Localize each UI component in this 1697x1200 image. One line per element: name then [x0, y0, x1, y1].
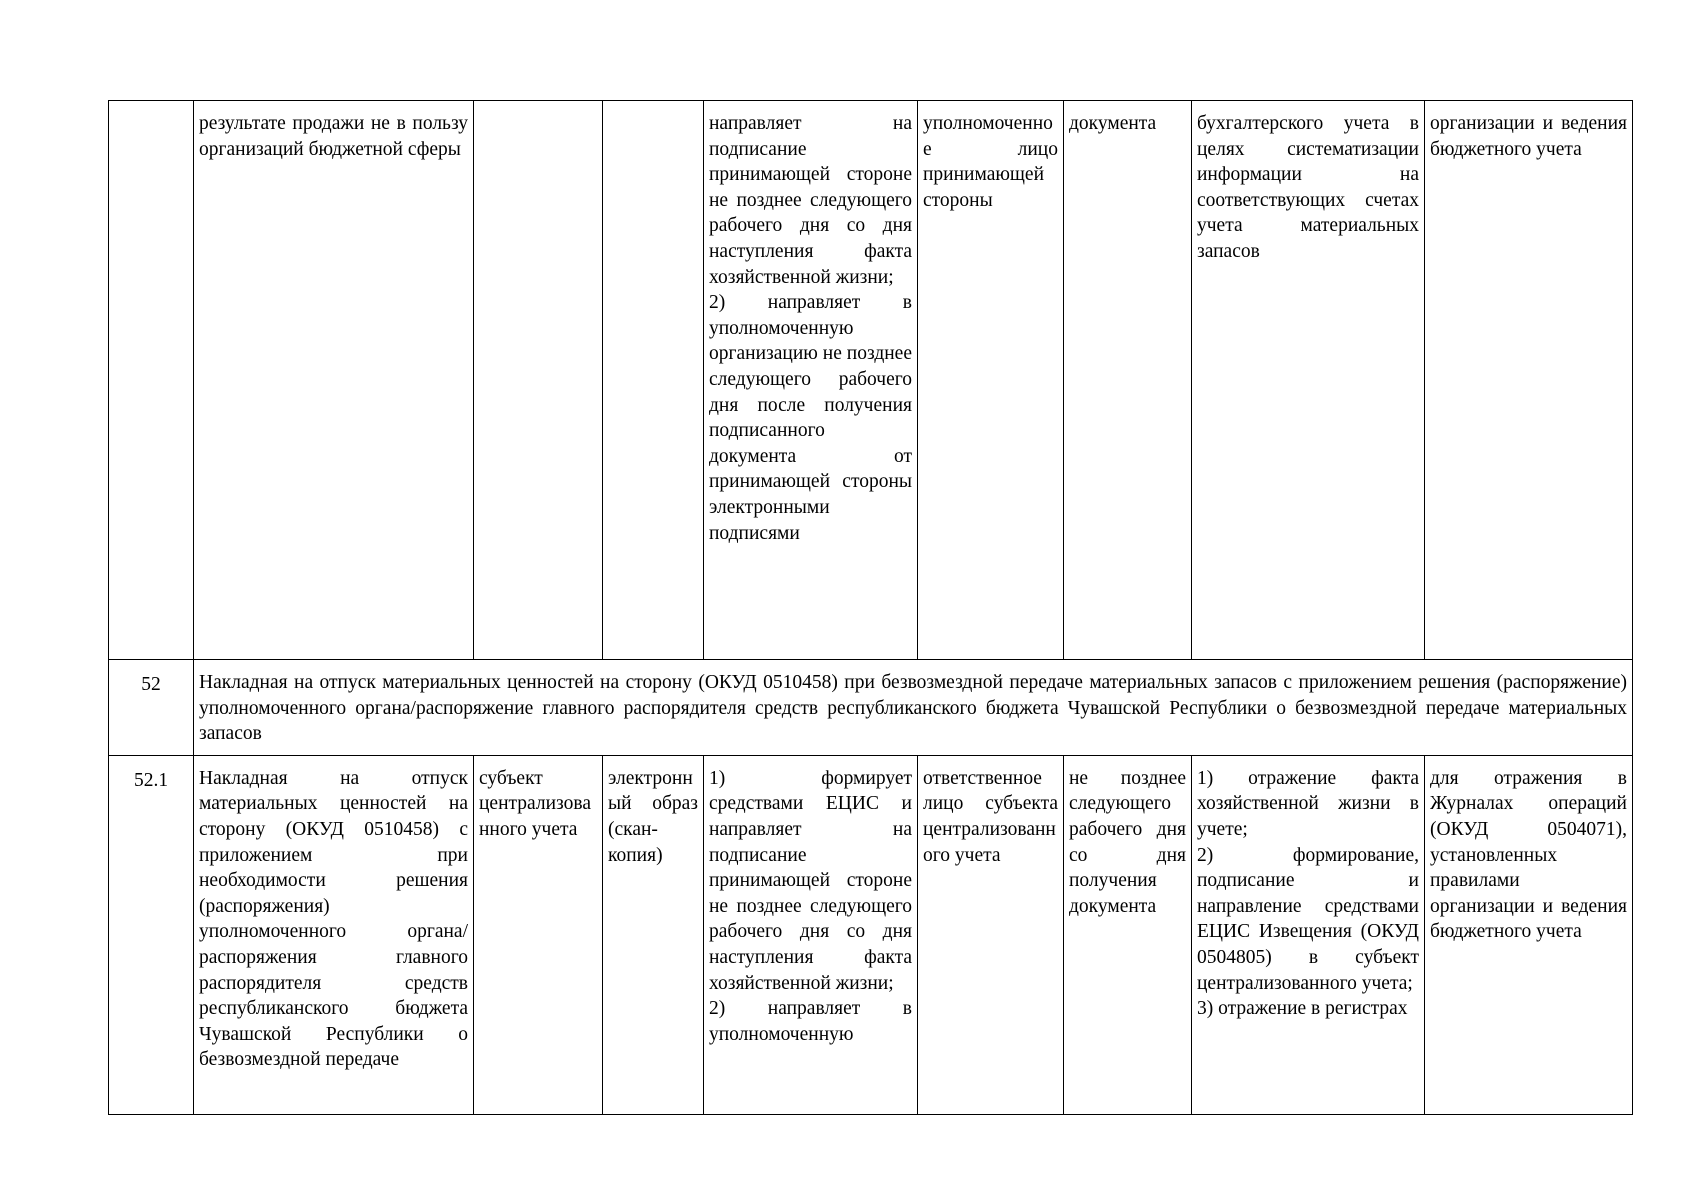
deadline-cell: не позднее следующего рабочего дня со дня получения документа	[1064, 755, 1192, 1114]
form-cell	[603, 101, 704, 660]
table-row-52-1	[109, 755, 1633, 1114]
responsible-cell: ответственное лицо субъекта централизованного учета	[918, 755, 1064, 1114]
purpose-cell: для отражения в Журналах операций (ОКУД 0504071), установленных правилами организации и ведения бюджетного учета	[1425, 755, 1633, 1114]
procedure-cell: 1) формирует средствами ЕЦИС и направляет на подписание принимающей стороне не позднее следующего рабочего дня со дня наступления факта хозяйственной жизни; 2) направляет в уполномоченную	[704, 755, 918, 1114]
document-name-cell: результате продажи не в пользу организаций бюджетной сферы	[194, 101, 474, 660]
purpose-cell: организации и ведения бюджетного учета	[1425, 101, 1633, 660]
creator-cell: субъект централизованного учета	[474, 755, 603, 1114]
processing-cell: бухгалтерского учета в целях систематизации информации на соответствующих счетах учета материальных запасов	[1192, 101, 1425, 660]
responsible-cell: уполномоченное лицо принимающей стороны	[918, 101, 1064, 660]
row-number: 52.1	[109, 755, 194, 1114]
processing-cell: 1) отражение факта хозяйственной жизни в учете; 2) формирование, подписание и направление средствами ЕЦИС Извещения (ОКУД 0504805) в субъект централизованного учета; 3) отражение в регистрах	[1192, 755, 1425, 1114]
deadline-cell: документа	[1064, 101, 1192, 660]
table-row-continued	[109, 101, 1633, 660]
creator-cell	[474, 101, 603, 660]
section-title: Накладная на отпуск материальных ценностей на сторону (ОКУД 0510458) при безвозмездной передаче материальных запасов с приложением решения (распоряжение) уполномоченного органа/распоряжение главного распорядителя средств республиканского бюджета Чувашской Республики о безвозмездной передаче материальных запасов	[194, 660, 1633, 756]
procedure-cell: направляет на подписание принимающей стороне не позднее следующего рабочего дня со дня наступления факта хозяйственной жизни; 2) направляет в уполномоченную организацию не позднее следующего рабочего дня после получения подписанного документа от принимающей стороны электронными подписями	[704, 101, 918, 660]
form-cell: электронный образ (скан-копия)	[603, 755, 704, 1114]
section-number: 52	[109, 660, 194, 756]
section-row-52	[109, 660, 1633, 756]
document-table	[108, 100, 1633, 1115]
row-number	[109, 101, 194, 660]
document-name-cell: Накладная на отпуск материальных ценностей на сторону (ОКУД 0510458) с приложением при необходимости решения (распоряжения) уполномоченного органа/распоряжения главного распорядителя средств республиканского бюджета Чувашской Республики о безвозмездной передаче	[194, 755, 474, 1114]
